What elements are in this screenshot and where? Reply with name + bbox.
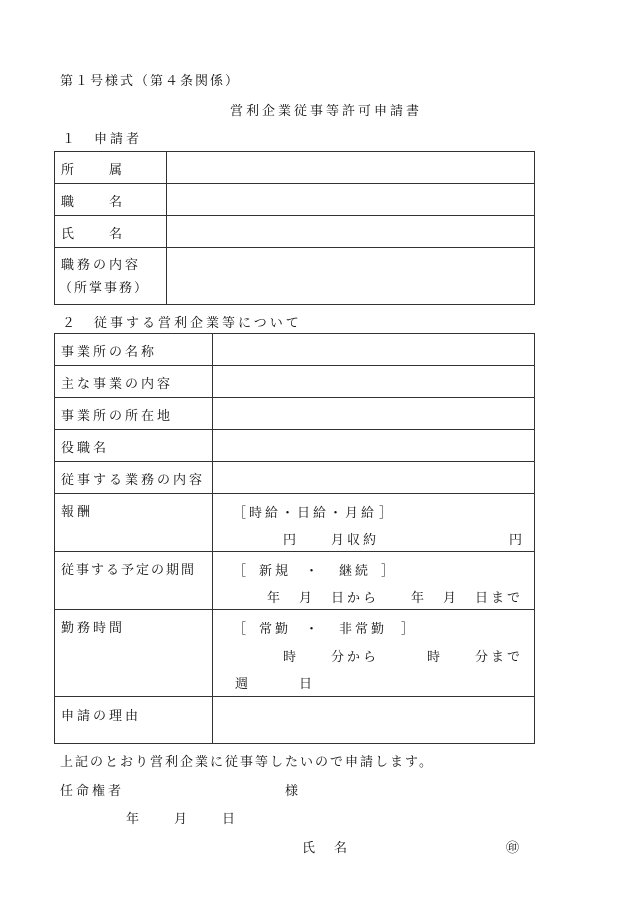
section2-heading-number: ２ <box>62 316 79 331</box>
section1-heading-number: １ <box>62 132 79 147</box>
duties-label-line2: （所掌事務） <box>59 281 150 296</box>
reason-label: 申請の理由 <box>55 697 213 744</box>
signature-label-name: 名 <box>334 841 351 856</box>
date-day: 日 <box>222 812 239 827</box>
period-label: 従事する予定の期間 <box>55 552 213 610</box>
month-from: 月 <box>299 591 316 606</box>
form-title: 営利企業従事等許可申請書 <box>230 104 423 119</box>
enterprise-table <box>54 333 535 744</box>
minute-to: 分まで <box>475 650 524 665</box>
per-week-label: 週 <box>235 677 252 692</box>
day-to: 日まで <box>475 591 524 606</box>
table-row <box>55 494 535 552</box>
duties-label-line1: 職務の内容 <box>61 258 142 273</box>
duties-field[interactable] <box>167 248 535 305</box>
work-hours-field[interactable] <box>213 610 535 697</box>
table-row <box>55 248 535 305</box>
work-content-label: 従事する業務の内容 <box>55 462 213 494</box>
section2-heading: 従事する営利企業等について <box>94 316 302 331</box>
bracket-open: ［ <box>233 622 250 637</box>
table-row <box>55 610 535 697</box>
seal-mark: ㊞ <box>506 841 523 856</box>
bracket-close: ］ <box>381 564 398 579</box>
office-address-label: 事業所の所在地 <box>55 398 213 430</box>
date-month: 月 <box>174 812 191 827</box>
table-row <box>55 398 535 430</box>
dot-separator: ・ <box>305 622 322 637</box>
form-number: 第１号様式（第４条関係） <box>60 74 241 89</box>
department-field[interactable] <box>167 152 535 184</box>
office-name-field[interactable] <box>213 334 535 366</box>
appointer-label: 任命権者 <box>60 784 125 799</box>
hours-option-fulltime[interactable]: 常勤 <box>259 622 292 637</box>
minute-from: 分から <box>331 650 380 665</box>
hours-option-parttime[interactable]: 非常勤 <box>339 622 388 637</box>
dot-separator: ・ <box>305 564 322 579</box>
pay-type-options[interactable]: 時給・日給・月給 <box>249 506 378 521</box>
business-content-label: 主な事業の内容 <box>55 366 213 398</box>
remuneration-field[interactable] <box>213 494 535 552</box>
statement: 上記のとおり営利企業に従事等したいので申請します。 <box>60 755 434 770</box>
remuneration-label: 報酬 <box>55 494 213 552</box>
table-row <box>55 216 535 248</box>
table-row <box>55 152 535 184</box>
day-from: 日から <box>331 591 380 606</box>
table-row <box>55 697 535 744</box>
section1-heading: 申請者 <box>94 132 143 147</box>
date-year: 年 <box>126 812 143 827</box>
year-to: 年 <box>411 591 428 606</box>
business-content-field[interactable] <box>213 366 535 398</box>
honorific: 様 <box>285 784 302 799</box>
hour-to: 時 <box>427 650 444 665</box>
name-field[interactable] <box>167 216 535 248</box>
bracket-close: ］ <box>401 622 418 637</box>
table-row <box>55 366 535 398</box>
days-label: 日 <box>299 677 316 692</box>
job-title-label: 役職名 <box>55 430 213 462</box>
bracket-close: ］ <box>379 506 396 521</box>
job-title-field[interactable] <box>213 430 535 462</box>
office-name-label: 事業所の名称 <box>55 334 213 366</box>
position-label: 職 名 <box>55 184 167 216</box>
table-row <box>55 430 535 462</box>
yen-label-2: 円 <box>509 533 526 548</box>
table-row <box>55 184 535 216</box>
bracket-open: ［ <box>233 506 250 521</box>
monthly-income-label: 月収約 <box>331 533 380 548</box>
table-row <box>55 462 535 494</box>
applicant-table <box>54 151 535 305</box>
duties-label <box>55 248 167 305</box>
month-to: 月 <box>443 591 460 606</box>
position-field[interactable] <box>167 184 535 216</box>
department-label: 所 属 <box>55 152 167 184</box>
hour-from: 時 <box>283 650 300 665</box>
reason-field[interactable] <box>213 697 535 744</box>
signature-label-surname: 氏 <box>302 841 319 856</box>
period-option-continue[interactable]: 継続 <box>339 564 372 579</box>
work-content-field[interactable] <box>213 462 535 494</box>
bracket-open: ［ <box>233 564 250 579</box>
office-address-field[interactable] <box>213 398 535 430</box>
table-row <box>55 552 535 610</box>
work-hours-label: 勤務時間 <box>55 610 213 697</box>
name-label: 氏 名 <box>55 216 167 248</box>
yen-label-1: 円 <box>283 533 300 548</box>
period-field[interactable] <box>213 552 535 610</box>
period-option-new[interactable]: 新規 <box>259 564 292 579</box>
year-from: 年 <box>267 591 284 606</box>
table-row <box>55 334 535 366</box>
